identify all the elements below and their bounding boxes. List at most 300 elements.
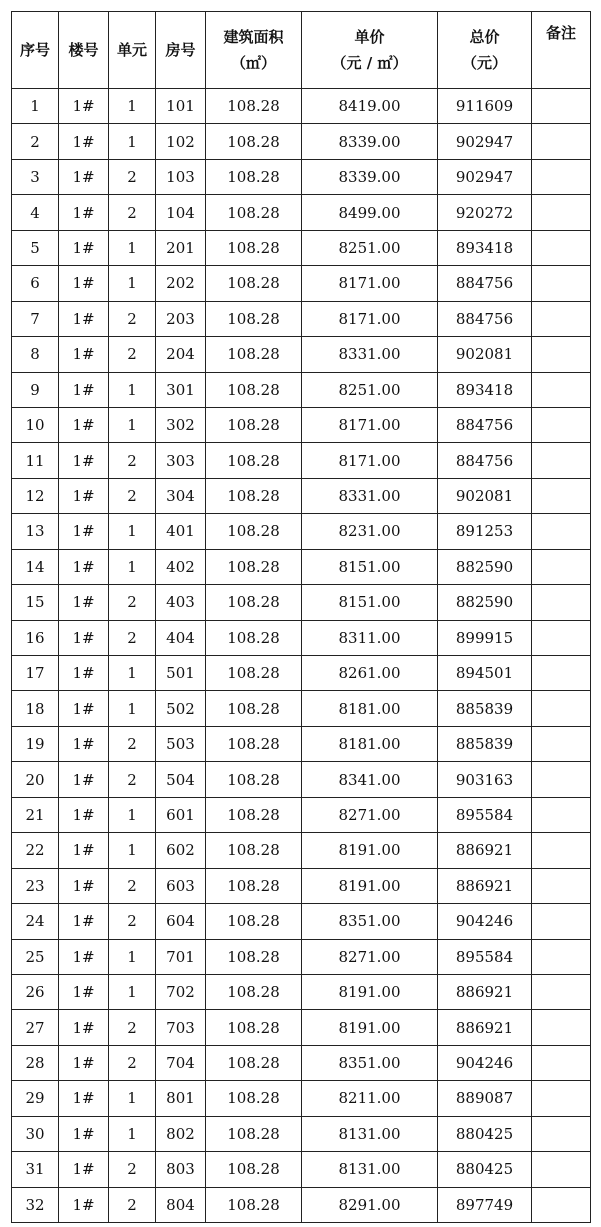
cell-note [532, 974, 591, 1009]
cell-unit: 2 [109, 159, 156, 194]
cell-room: 502 [156, 691, 206, 726]
cell-note [532, 1081, 591, 1116]
cell-building: 1# [59, 549, 109, 584]
cell-seq: 2 [12, 124, 59, 159]
cell-unit: 1 [109, 407, 156, 442]
cell-unit: 1 [109, 833, 156, 868]
cell-area: 108.28 [206, 230, 302, 265]
table-row [12, 691, 591, 726]
cell-unit-price: 8191.00 [302, 1010, 438, 1045]
cell-seq: 14 [12, 549, 59, 584]
cell-unit: 2 [109, 620, 156, 655]
header-note: 备注 [532, 12, 591, 89]
cell-total-price: 886921 [438, 974, 532, 1009]
cell-seq: 12 [12, 478, 59, 513]
cell-total-price: 904246 [438, 904, 532, 939]
cell-seq: 21 [12, 797, 59, 832]
table-row [12, 620, 591, 655]
cell-unit: 2 [109, 443, 156, 478]
price-list-document [11, 11, 591, 1223]
cell-total-price: 893418 [438, 372, 532, 407]
cell-unit: 2 [109, 301, 156, 336]
cell-area: 108.28 [206, 762, 302, 797]
cell-building: 1# [59, 656, 109, 691]
cell-note [532, 833, 591, 868]
cell-building: 1# [59, 1152, 109, 1187]
cell-unit-price: 8351.00 [302, 1045, 438, 1080]
cell-room: 403 [156, 585, 206, 620]
cell-note [532, 230, 591, 265]
cell-room: 602 [156, 833, 206, 868]
cell-building: 1# [59, 1081, 109, 1116]
cell-room: 401 [156, 514, 206, 549]
cell-total-price: 882590 [438, 549, 532, 584]
header-total-unit: （元） [461, 54, 507, 72]
cell-unit-price: 8151.00 [302, 585, 438, 620]
cell-note [532, 1116, 591, 1151]
cell-building: 1# [59, 797, 109, 832]
cell-note [532, 159, 591, 194]
cell-unit-price: 8171.00 [302, 266, 438, 301]
header-area [206, 12, 302, 89]
cell-unit-price: 8131.00 [302, 1152, 438, 1187]
cell-room: 402 [156, 549, 206, 584]
cell-note [532, 726, 591, 761]
cell-unit: 1 [109, 549, 156, 584]
cell-area: 108.28 [206, 904, 302, 939]
cell-total-price: 886921 [438, 868, 532, 903]
cell-note [532, 478, 591, 513]
cell-total-price: 882590 [438, 585, 532, 620]
cell-unit: 1 [109, 89, 156, 124]
cell-seq: 32 [12, 1187, 59, 1222]
cell-area: 108.28 [206, 974, 302, 1009]
cell-unit-price: 8251.00 [302, 372, 438, 407]
cell-total-price: 920272 [438, 195, 532, 230]
cell-total-price: 880425 [438, 1152, 532, 1187]
cell-total-price: 891253 [438, 514, 532, 549]
cell-note [532, 1187, 591, 1222]
cell-seq: 7 [12, 301, 59, 336]
cell-unit: 1 [109, 797, 156, 832]
cell-seq: 1 [12, 89, 59, 124]
cell-seq: 23 [12, 868, 59, 903]
cell-building: 1# [59, 407, 109, 442]
cell-unit-price: 8191.00 [302, 974, 438, 1009]
cell-unit-price: 8351.00 [302, 904, 438, 939]
cell-unit: 2 [109, 726, 156, 761]
cell-note [532, 372, 591, 407]
cell-area: 108.28 [206, 797, 302, 832]
cell-area: 108.28 [206, 337, 302, 372]
cell-seq: 30 [12, 1116, 59, 1151]
cell-area: 108.28 [206, 514, 302, 549]
table-row [12, 974, 591, 1009]
header-price [302, 12, 438, 89]
table-row [12, 124, 591, 159]
cell-unit: 1 [109, 230, 156, 265]
cell-total-price: 893418 [438, 230, 532, 265]
cell-building: 1# [59, 1116, 109, 1151]
cell-building: 1# [59, 1045, 109, 1080]
cell-room: 804 [156, 1187, 206, 1222]
cell-unit: 1 [109, 372, 156, 407]
table-row [12, 939, 591, 974]
cell-total-price: 904246 [438, 1045, 532, 1080]
cell-unit-price: 8339.00 [302, 159, 438, 194]
cell-room: 203 [156, 301, 206, 336]
cell-unit-price: 8251.00 [302, 230, 438, 265]
cell-building: 1# [59, 337, 109, 372]
cell-note [532, 1010, 591, 1045]
cell-unit: 2 [109, 1187, 156, 1222]
cell-total-price: 880425 [438, 1116, 532, 1151]
cell-unit-price: 8261.00 [302, 656, 438, 691]
cell-note [532, 939, 591, 974]
cell-building: 1# [59, 1010, 109, 1045]
cell-seq: 25 [12, 939, 59, 974]
cell-unit-price: 8291.00 [302, 1187, 438, 1222]
cell-building: 1# [59, 372, 109, 407]
table-row [12, 1187, 591, 1222]
cell-seq: 19 [12, 726, 59, 761]
cell-unit-price: 8171.00 [302, 301, 438, 336]
cell-note [532, 124, 591, 159]
cell-total-price: 884756 [438, 407, 532, 442]
table-body [12, 89, 591, 1223]
table-header-row [12, 12, 591, 89]
table-row [12, 1081, 591, 1116]
cell-unit-price: 8211.00 [302, 1081, 438, 1116]
cell-room: 802 [156, 1116, 206, 1151]
header-seq: 序号 [12, 12, 59, 89]
cell-building: 1# [59, 833, 109, 868]
cell-seq: 8 [12, 337, 59, 372]
cell-unit: 2 [109, 762, 156, 797]
cell-room: 603 [156, 868, 206, 903]
cell-unit: 1 [109, 1116, 156, 1151]
table-row [12, 230, 591, 265]
cell-seq: 31 [12, 1152, 59, 1187]
cell-room: 701 [156, 939, 206, 974]
cell-total-price: 885839 [438, 691, 532, 726]
cell-note [532, 337, 591, 372]
header-total-label: 总价 [469, 28, 500, 46]
cell-note [532, 904, 591, 939]
cell-total-price: 902081 [438, 478, 532, 513]
cell-unit: 1 [109, 656, 156, 691]
cell-area: 108.28 [206, 195, 302, 230]
cell-seq: 22 [12, 833, 59, 868]
cell-note [532, 89, 591, 124]
cell-unit-price: 8499.00 [302, 195, 438, 230]
cell-area: 108.28 [206, 1010, 302, 1045]
cell-room: 404 [156, 620, 206, 655]
cell-area: 108.28 [206, 159, 302, 194]
cell-unit-price: 8271.00 [302, 797, 438, 832]
cell-seq: 20 [12, 762, 59, 797]
table-row [12, 549, 591, 584]
table-row [12, 656, 591, 691]
cell-area: 108.28 [206, 656, 302, 691]
cell-area: 108.28 [206, 620, 302, 655]
cell-unit: 1 [109, 1081, 156, 1116]
cell-building: 1# [59, 266, 109, 301]
cell-building: 1# [59, 762, 109, 797]
cell-area: 108.28 [206, 1187, 302, 1222]
cell-note [532, 266, 591, 301]
cell-total-price: 884756 [438, 266, 532, 301]
table-row [12, 337, 591, 372]
header-total [438, 12, 532, 89]
cell-note [532, 443, 591, 478]
cell-building: 1# [59, 974, 109, 1009]
cell-unit: 2 [109, 1045, 156, 1080]
cell-unit-price: 8191.00 [302, 833, 438, 868]
cell-building: 1# [59, 904, 109, 939]
cell-unit-price: 8271.00 [302, 939, 438, 974]
cell-note [532, 585, 591, 620]
cell-unit: 2 [109, 585, 156, 620]
cell-unit-price: 8231.00 [302, 514, 438, 549]
cell-room: 704 [156, 1045, 206, 1080]
table-row [12, 478, 591, 513]
cell-unit: 2 [109, 1010, 156, 1045]
cell-room: 803 [156, 1152, 206, 1187]
cell-unit-price: 8191.00 [302, 868, 438, 903]
cell-total-price: 911609 [438, 89, 532, 124]
cell-seq: 10 [12, 407, 59, 442]
table-row [12, 868, 591, 903]
cell-note [532, 1152, 591, 1187]
table-row [12, 159, 591, 194]
header-building: 楼号 [59, 12, 109, 89]
cell-total-price: 889087 [438, 1081, 532, 1116]
cell-note [532, 691, 591, 726]
cell-area: 108.28 [206, 691, 302, 726]
cell-unit: 2 [109, 1152, 156, 1187]
cell-total-price: 884756 [438, 301, 532, 336]
cell-room: 304 [156, 478, 206, 513]
cell-unit-price: 8311.00 [302, 620, 438, 655]
table-row [12, 1045, 591, 1080]
table-row [12, 301, 591, 336]
cell-seq: 13 [12, 514, 59, 549]
header-area-label: 建筑面积 [223, 28, 284, 46]
cell-area: 108.28 [206, 478, 302, 513]
cell-building: 1# [59, 159, 109, 194]
cell-building: 1# [59, 1187, 109, 1222]
cell-seq: 17 [12, 656, 59, 691]
header-area-unit: （㎡） [230, 54, 276, 72]
cell-room: 103 [156, 159, 206, 194]
cell-area: 108.28 [206, 372, 302, 407]
cell-room: 604 [156, 904, 206, 939]
cell-area: 108.28 [206, 1152, 302, 1187]
table-row [12, 372, 591, 407]
cell-area: 108.28 [206, 726, 302, 761]
cell-building: 1# [59, 301, 109, 336]
cell-unit-price: 8419.00 [302, 89, 438, 124]
cell-note [532, 762, 591, 797]
table-row [12, 89, 591, 124]
cell-total-price: 886921 [438, 1010, 532, 1045]
cell-room: 801 [156, 1081, 206, 1116]
cell-building: 1# [59, 443, 109, 478]
header-price-unit: （元 / ㎡） [331, 54, 408, 72]
cell-unit-price: 8181.00 [302, 691, 438, 726]
cell-room: 301 [156, 372, 206, 407]
cell-area: 108.28 [206, 301, 302, 336]
cell-area: 108.28 [206, 833, 302, 868]
cell-room: 101 [156, 89, 206, 124]
cell-note [532, 407, 591, 442]
cell-area: 108.28 [206, 939, 302, 974]
cell-room: 303 [156, 443, 206, 478]
cell-room: 703 [156, 1010, 206, 1045]
cell-unit-price: 8341.00 [302, 762, 438, 797]
cell-total-price: 895584 [438, 797, 532, 832]
cell-building: 1# [59, 868, 109, 903]
cell-unit-price: 8151.00 [302, 549, 438, 584]
cell-building: 1# [59, 195, 109, 230]
cell-note [532, 301, 591, 336]
cell-area: 108.28 [206, 266, 302, 301]
cell-unit-price: 8339.00 [302, 124, 438, 159]
cell-room: 104 [156, 195, 206, 230]
cell-note [532, 1045, 591, 1080]
cell-building: 1# [59, 230, 109, 265]
cell-total-price: 894501 [438, 656, 532, 691]
cell-total-price: 902947 [438, 159, 532, 194]
cell-note [532, 797, 591, 832]
cell-room: 202 [156, 266, 206, 301]
cell-area: 108.28 [206, 124, 302, 159]
table-row [12, 585, 591, 620]
table-row [12, 407, 591, 442]
cell-unit: 1 [109, 514, 156, 549]
cell-note [532, 868, 591, 903]
cell-total-price: 884756 [438, 443, 532, 478]
cell-room: 503 [156, 726, 206, 761]
table-row [12, 797, 591, 832]
price-table [11, 11, 591, 1223]
cell-note [532, 514, 591, 549]
cell-note [532, 620, 591, 655]
cell-area: 108.28 [206, 549, 302, 584]
cell-room: 501 [156, 656, 206, 691]
table-row [12, 443, 591, 478]
cell-total-price: 895584 [438, 939, 532, 974]
table-row [12, 514, 591, 549]
cell-area: 108.28 [206, 443, 302, 478]
cell-unit-price: 8181.00 [302, 726, 438, 761]
cell-room: 504 [156, 762, 206, 797]
cell-room: 204 [156, 337, 206, 372]
table-row [12, 195, 591, 230]
table-row [12, 833, 591, 868]
cell-note [532, 195, 591, 230]
cell-unit: 1 [109, 691, 156, 726]
cell-total-price: 902947 [438, 124, 532, 159]
cell-seq: 28 [12, 1045, 59, 1080]
cell-seq: 24 [12, 904, 59, 939]
cell-total-price: 899915 [438, 620, 532, 655]
cell-building: 1# [59, 585, 109, 620]
cell-note [532, 549, 591, 584]
cell-seq: 5 [12, 230, 59, 265]
cell-total-price: 897749 [438, 1187, 532, 1222]
cell-building: 1# [59, 124, 109, 159]
cell-unit: 2 [109, 195, 156, 230]
cell-total-price: 903163 [438, 762, 532, 797]
cell-seq: 3 [12, 159, 59, 194]
cell-unit: 1 [109, 124, 156, 159]
cell-building: 1# [59, 89, 109, 124]
cell-area: 108.28 [206, 868, 302, 903]
table-row [12, 1116, 591, 1151]
cell-total-price: 902081 [438, 337, 532, 372]
cell-unit: 1 [109, 974, 156, 1009]
table-row [12, 762, 591, 797]
table-row [12, 1010, 591, 1045]
cell-unit: 2 [109, 337, 156, 372]
cell-seq: 11 [12, 443, 59, 478]
cell-seq: 26 [12, 974, 59, 1009]
cell-seq: 6 [12, 266, 59, 301]
cell-seq: 29 [12, 1081, 59, 1116]
cell-unit-price: 8331.00 [302, 337, 438, 372]
cell-unit-price: 8171.00 [302, 407, 438, 442]
cell-seq: 9 [12, 372, 59, 407]
cell-seq: 16 [12, 620, 59, 655]
cell-room: 302 [156, 407, 206, 442]
cell-area: 108.28 [206, 1116, 302, 1151]
cell-unit: 2 [109, 904, 156, 939]
cell-building: 1# [59, 478, 109, 513]
cell-unit-price: 8331.00 [302, 478, 438, 513]
header-room: 房号 [156, 12, 206, 89]
table-row [12, 1152, 591, 1187]
cell-seq: 18 [12, 691, 59, 726]
cell-total-price: 886921 [438, 833, 532, 868]
cell-total-price: 885839 [438, 726, 532, 761]
cell-building: 1# [59, 726, 109, 761]
cell-room: 702 [156, 974, 206, 1009]
cell-unit: 2 [109, 478, 156, 513]
cell-area: 108.28 [206, 1081, 302, 1116]
cell-seq: 4 [12, 195, 59, 230]
cell-unit-price: 8131.00 [302, 1116, 438, 1151]
cell-seq: 15 [12, 585, 59, 620]
table-row [12, 904, 591, 939]
cell-unit: 1 [109, 939, 156, 974]
cell-area: 108.28 [206, 1045, 302, 1080]
header-price-label: 单价 [354, 28, 385, 46]
cell-unit: 1 [109, 266, 156, 301]
cell-building: 1# [59, 620, 109, 655]
cell-building: 1# [59, 691, 109, 726]
cell-building: 1# [59, 514, 109, 549]
cell-unit-price: 8171.00 [302, 443, 438, 478]
cell-room: 201 [156, 230, 206, 265]
table-row [12, 726, 591, 761]
cell-room: 102 [156, 124, 206, 159]
cell-area: 108.28 [206, 407, 302, 442]
cell-unit: 2 [109, 868, 156, 903]
cell-room: 601 [156, 797, 206, 832]
cell-area: 108.28 [206, 585, 302, 620]
